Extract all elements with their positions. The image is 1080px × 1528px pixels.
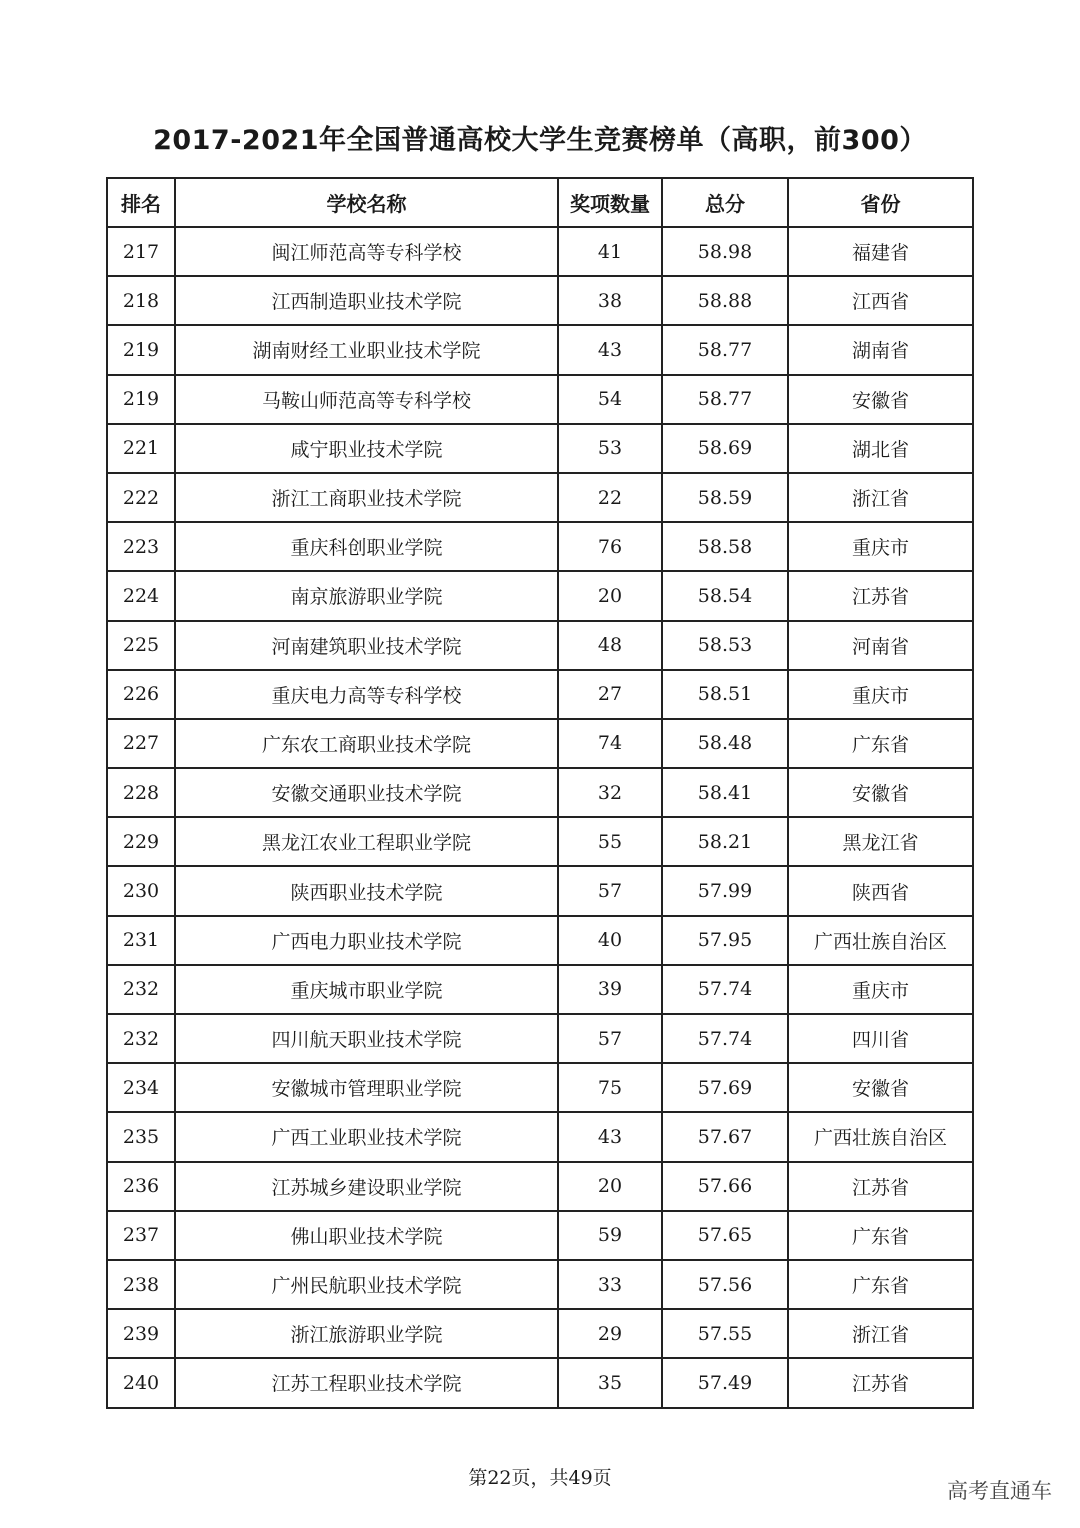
table-row xyxy=(107,1112,973,1161)
cell-province: 江苏省 xyxy=(788,1358,973,1407)
cell-province: 江苏省 xyxy=(788,1162,973,1211)
cell-rank: 223 xyxy=(107,522,175,571)
cell-award-count: 59 xyxy=(558,1211,662,1260)
table-row xyxy=(107,276,973,325)
cell-total-score: 58.59 xyxy=(662,473,788,522)
header-award-count: 奖项数量 xyxy=(558,178,662,227)
cell-province: 安徽省 xyxy=(788,1063,973,1112)
cell-total-score: 58.69 xyxy=(662,424,788,473)
cell-rank: 228 xyxy=(107,768,175,817)
cell-rank: 221 xyxy=(107,424,175,473)
cell-rank: 232 xyxy=(107,965,175,1014)
cell-rank: 238 xyxy=(107,1260,175,1309)
cell-province: 浙江省 xyxy=(788,473,973,522)
cell-school-name: 江西制造职业技术学院 xyxy=(175,276,558,325)
cell-province: 重庆市 xyxy=(788,965,973,1014)
table-row xyxy=(107,768,973,817)
cell-total-score: 58.53 xyxy=(662,621,788,670)
cell-province: 广西壮族自治区 xyxy=(788,1112,973,1161)
cell-award-count: 20 xyxy=(558,571,662,620)
table-row xyxy=(107,670,973,719)
table-row xyxy=(107,325,973,374)
table-row xyxy=(107,719,973,768)
cell-school-name: 江苏工程职业技术学院 xyxy=(175,1358,558,1407)
cell-province: 福建省 xyxy=(788,227,973,276)
cell-province: 重庆市 xyxy=(788,522,973,571)
cell-rank: 217 xyxy=(107,227,175,276)
table-row xyxy=(107,817,973,866)
page-number: 第22页，共49页 xyxy=(468,1467,612,1489)
cell-province: 陕西省 xyxy=(788,866,973,915)
cell-province: 四川省 xyxy=(788,1014,973,1063)
cell-total-score: 58.98 xyxy=(662,227,788,276)
cell-total-score: 58.58 xyxy=(662,522,788,571)
cell-total-score: 57.56 xyxy=(662,1260,788,1309)
header-province: 省份 xyxy=(788,178,973,227)
cell-rank: 240 xyxy=(107,1358,175,1407)
cell-province: 江苏省 xyxy=(788,571,973,620)
cell-province: 广西壮族自治区 xyxy=(788,916,973,965)
table-row xyxy=(107,916,973,965)
cell-rank: 227 xyxy=(107,719,175,768)
table-header-row xyxy=(107,178,973,227)
cell-rank: 239 xyxy=(107,1309,175,1358)
cell-school-name: 广西电力职业技术学院 xyxy=(175,916,558,965)
cell-total-score: 57.66 xyxy=(662,1162,788,1211)
cell-rank: 222 xyxy=(107,473,175,522)
cell-total-score: 57.65 xyxy=(662,1211,788,1260)
table-row xyxy=(107,1309,973,1358)
table-row xyxy=(107,1162,973,1211)
watermark: 高考直通车 xyxy=(947,1479,1052,1503)
cell-total-score: 58.77 xyxy=(662,325,788,374)
cell-rank: 226 xyxy=(107,670,175,719)
ranking-table xyxy=(106,177,974,1409)
cell-rank: 225 xyxy=(107,621,175,670)
cell-total-score: 58.21 xyxy=(662,817,788,866)
cell-rank: 237 xyxy=(107,1211,175,1260)
cell-total-score: 57.74 xyxy=(662,1014,788,1063)
cell-province: 广东省 xyxy=(788,719,973,768)
cell-province: 江西省 xyxy=(788,276,973,325)
table-row xyxy=(107,227,973,276)
cell-rank: 234 xyxy=(107,1063,175,1112)
cell-province: 广东省 xyxy=(788,1211,973,1260)
cell-award-count: 53 xyxy=(558,424,662,473)
cell-total-score: 57.99 xyxy=(662,866,788,915)
cell-award-count: 32 xyxy=(558,768,662,817)
cell-award-count: 57 xyxy=(558,1014,662,1063)
table-row xyxy=(107,1063,973,1112)
cell-school-name: 闽江师范高等专科学校 xyxy=(175,227,558,276)
cell-award-count: 55 xyxy=(558,817,662,866)
cell-school-name: 浙江工商职业技术学院 xyxy=(175,473,558,522)
cell-province: 黑龙江省 xyxy=(788,817,973,866)
cell-total-score: 58.41 xyxy=(662,768,788,817)
cell-award-count: 22 xyxy=(558,473,662,522)
cell-school-name: 湖南财经工业职业技术学院 xyxy=(175,325,558,374)
cell-school-name: 河南建筑职业技术学院 xyxy=(175,621,558,670)
cell-total-score: 58.54 xyxy=(662,571,788,620)
cell-school-name: 重庆电力高等专科学校 xyxy=(175,670,558,719)
table-row xyxy=(107,965,973,1014)
table-row xyxy=(107,1211,973,1260)
cell-award-count: 40 xyxy=(558,916,662,965)
cell-award-count: 48 xyxy=(558,621,662,670)
cell-award-count: 43 xyxy=(558,325,662,374)
cell-province: 安徽省 xyxy=(788,768,973,817)
cell-award-count: 29 xyxy=(558,1309,662,1358)
table-row xyxy=(107,571,973,620)
cell-award-count: 27 xyxy=(558,670,662,719)
table-row xyxy=(107,424,973,473)
cell-province: 湖北省 xyxy=(788,424,973,473)
cell-school-name: 江苏城乡建设职业学院 xyxy=(175,1162,558,1211)
cell-province: 浙江省 xyxy=(788,1309,973,1358)
cell-school-name: 重庆城市职业学院 xyxy=(175,965,558,1014)
cell-award-count: 54 xyxy=(558,375,662,424)
cell-award-count: 74 xyxy=(558,719,662,768)
cell-total-score: 57.49 xyxy=(662,1358,788,1407)
cell-award-count: 75 xyxy=(558,1063,662,1112)
table-row xyxy=(107,473,973,522)
cell-rank: 229 xyxy=(107,817,175,866)
table-row xyxy=(107,522,973,571)
cell-school-name: 佛山职业技术学院 xyxy=(175,1211,558,1260)
cell-school-name: 广州民航职业技术学院 xyxy=(175,1260,558,1309)
cell-award-count: 57 xyxy=(558,866,662,915)
cell-rank: 219 xyxy=(107,325,175,374)
cell-award-count: 41 xyxy=(558,227,662,276)
table-row xyxy=(107,621,973,670)
cell-school-name: 咸宁职业技术学院 xyxy=(175,424,558,473)
cell-total-score: 58.48 xyxy=(662,719,788,768)
cell-school-name: 黑龙江农业工程职业学院 xyxy=(175,817,558,866)
cell-rank: 236 xyxy=(107,1162,175,1211)
cell-total-score: 58.77 xyxy=(662,375,788,424)
cell-province: 湖南省 xyxy=(788,325,973,374)
cell-school-name: 重庆科创职业学院 xyxy=(175,522,558,571)
cell-total-score: 57.55 xyxy=(662,1309,788,1358)
cell-province: 重庆市 xyxy=(788,670,973,719)
header-school-name: 学校名称 xyxy=(175,178,558,227)
cell-total-score: 58.51 xyxy=(662,670,788,719)
cell-school-name: 陕西职业技术学院 xyxy=(175,866,558,915)
cell-school-name: 南京旅游职业学院 xyxy=(175,571,558,620)
cell-award-count: 38 xyxy=(558,276,662,325)
cell-rank: 235 xyxy=(107,1112,175,1161)
cell-rank: 219 xyxy=(107,375,175,424)
cell-award-count: 76 xyxy=(558,522,662,571)
table-row xyxy=(107,866,973,915)
table-row xyxy=(107,375,973,424)
cell-total-score: 57.67 xyxy=(662,1112,788,1161)
table-row xyxy=(107,1260,973,1309)
cell-total-score: 57.95 xyxy=(662,916,788,965)
cell-school-name: 浙江旅游职业学院 xyxy=(175,1309,558,1358)
cell-rank: 232 xyxy=(107,1014,175,1063)
cell-award-count: 43 xyxy=(558,1112,662,1161)
cell-rank: 218 xyxy=(107,276,175,325)
cell-school-name: 四川航天职业技术学院 xyxy=(175,1014,558,1063)
header-total-score: 总分 xyxy=(662,178,788,227)
header-rank: 排名 xyxy=(107,178,175,227)
cell-award-count: 33 xyxy=(558,1260,662,1309)
page-title: 2017-2021年全国普通高校大学生竞赛榜单（高职，前300） xyxy=(153,125,927,156)
cell-award-count: 39 xyxy=(558,965,662,1014)
table-row xyxy=(107,1014,973,1063)
cell-rank: 230 xyxy=(107,866,175,915)
cell-total-score: 58.88 xyxy=(662,276,788,325)
cell-school-name: 广西工业职业技术学院 xyxy=(175,1112,558,1161)
cell-total-score: 57.74 xyxy=(662,965,788,1014)
cell-school-name: 安徽城市管理职业学院 xyxy=(175,1063,558,1112)
cell-award-count: 20 xyxy=(558,1162,662,1211)
cell-school-name: 安徽交通职业技术学院 xyxy=(175,768,558,817)
cell-province: 河南省 xyxy=(788,621,973,670)
cell-rank: 224 xyxy=(107,571,175,620)
cell-school-name: 广东农工商职业技术学院 xyxy=(175,719,558,768)
cell-rank: 231 xyxy=(107,916,175,965)
cell-school-name: 马鞍山师范高等专科学校 xyxy=(175,375,558,424)
cell-award-count: 35 xyxy=(558,1358,662,1407)
cell-province: 广东省 xyxy=(788,1260,973,1309)
table-row xyxy=(107,1358,973,1407)
cell-province: 安徽省 xyxy=(788,375,973,424)
cell-total-score: 57.69 xyxy=(662,1063,788,1112)
